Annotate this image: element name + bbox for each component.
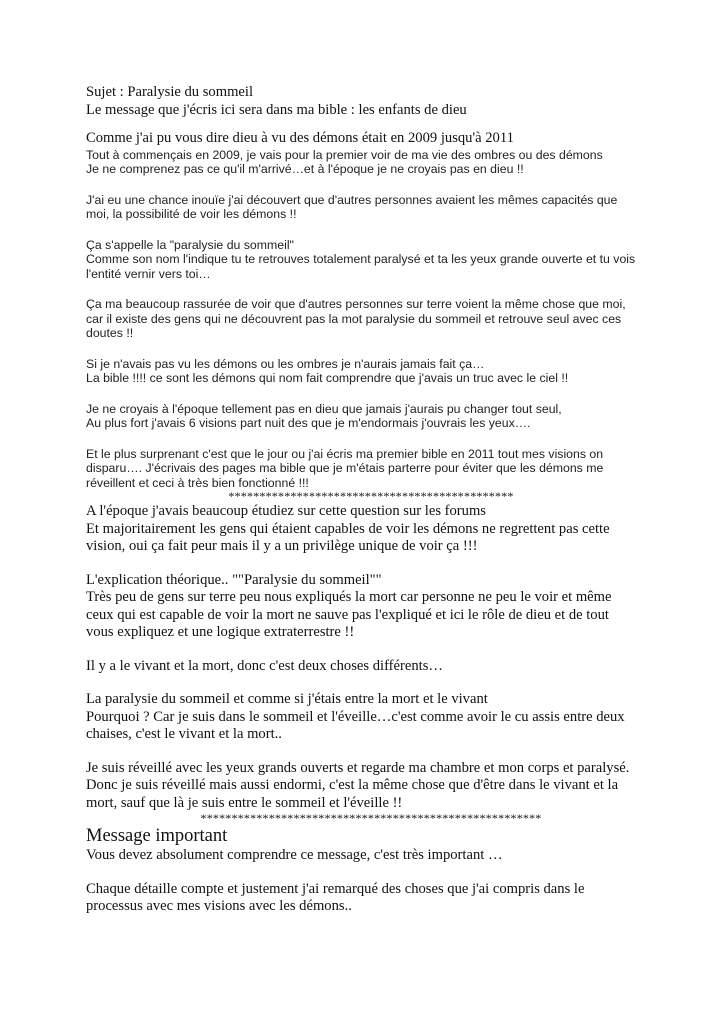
section-1 — [86, 148, 656, 491]
intro-line: Le message que j'écris ici sera dans ma bible : les enfants de dieu — [86, 101, 467, 118]
paragraph: Si je n'avais pas vu les démons ou les ombres je n'aurais jamais fait ça… La bible !!!! ce sont les démons qui nom fait comprendre que j'avais un truc avec le ciel !! — [86, 356, 569, 385]
paragraph: Et le plus surprenant c'est que le jour ou j'ai écris ma premier bible en 2011 tout mes visions on disparu…. J'écrivais des pages ma bible que je m'étais parterre pour éviter que les démons me réveillent et ceci à très bien fonctionné !!! — [86, 446, 604, 490]
paragraph: Je ne croyais à l'époque tellement pas en dieu que jamais j'aurais pu changer tout seul, Au plus fort j'avais 6 visions part nuit des que je m'endormais j'ouvrais les yeux…. — [86, 401, 562, 430]
paragraph: Chaque détaille compte et justement j'ai remarqué des choses que j'ai compris dans le processus avec mes visions avec les démons.. — [86, 880, 585, 914]
subject-line: Sujet : Paralysie du sommeil — [86, 84, 254, 100]
section-heading: Comme j'ai pu vous dire dieu à vu des démons était en 2009 jusqu'à 2011 — [86, 130, 514, 146]
paragraph: Ça ma beaucoup rassurée de voir que d'autres personnes sur terre voient la même chose que moi, car il existe des gens qui ne découvrent pas la mot paralysie du sommeil et retrouve seul avec ces doutes !! — [86, 297, 626, 340]
paragraph: Il y a le vivant et la mort, donc c'est deux choses différents… — [86, 657, 443, 674]
separator: ******************************************************* — [200, 811, 542, 825]
important-section — [86, 847, 656, 916]
document-page — [86, 84, 656, 916]
paragraph: A l'époque j'avais beaucoup étudiez sur cette question sur les forums Et majoritairement les gens qui étaient capables de voir les démons ne regrettent pas cette vision, oui ça fait peur mais il y a un privilège unique de voir ça !!! — [86, 503, 610, 554]
paragraph: Vous devez absolument comprendre ce message, c'est très important … — [86, 847, 503, 863]
section-2 — [86, 503, 656, 812]
paragraph: L'explication théorique.. ""Paralysie du sommeil"" Très peu de gens sur terre peu nous expliqués la mort car personne ne peu le voir et même ceux qui est capable de voir la mort ne sauve pas l'expliqué et ici le rôle de dieu et de tout vous expliquez et une logique extraterrestre !! — [86, 571, 612, 640]
important-title: Message important — [86, 826, 228, 846]
paragraph: Ça s'appelle la "paralysie du sommeil" Comme son nom l'indique tu te retrouves totalement paralysé et ta les yeux grande ouverte et tu vois l'entité vernir vers toi… — [86, 237, 636, 281]
separator: ********************************************** — [228, 489, 514, 503]
paragraph: Tout à commençais en 2009, je vais pour la premier voir de ma vie des ombres ou des démons Je ne comprenez pas ce qu'il m'arrivé…et à l'époque je ne croyais pas en dieu !! — [86, 147, 603, 176]
paragraph: Je suis réveillé avec les yeux grands ouverts et regarde ma chambre et mon corps et paralysé. Donc je suis réveillé mais aussi endormi, c'est la même chose que d'être dans le vivant et la mort, sauf que là je suis entre le sommeil et l'éveille !! — [86, 759, 630, 811]
paragraph: J'ai eu une chance inouïe j'ai découvert que d'autres personnes avaient les mêmes capacités que moi, la possibilité de voir les démons !! — [86, 192, 618, 221]
paragraph: La paralysie du sommeil et comme si j'étais entre la mort et le vivant Pourquoi ? Car je suis dans le sommeil et l'éveille…c'est comme avoir le cu assis entre deux chaises, c'est le vivant et la mort.. — [86, 691, 625, 742]
